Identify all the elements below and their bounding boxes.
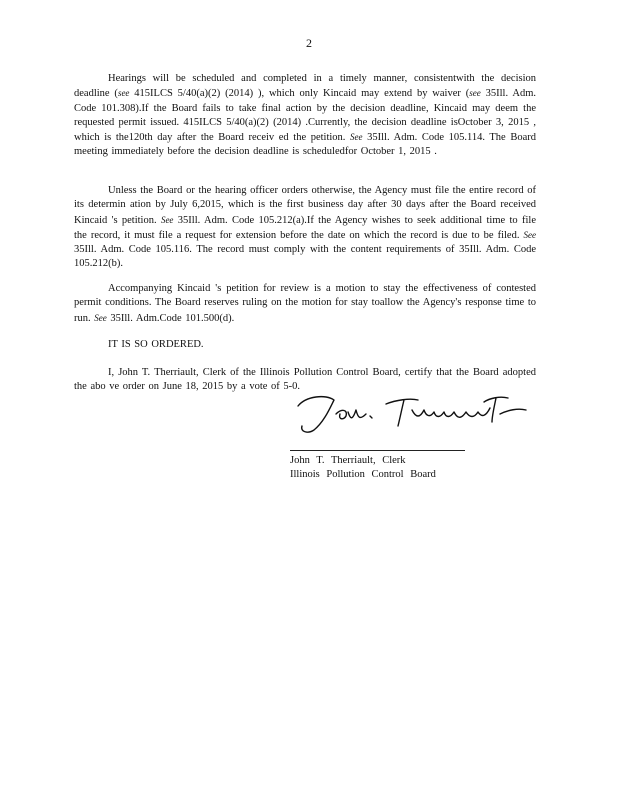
citation-signal: see [469, 88, 481, 99]
page-number: 2 [306, 36, 312, 50]
paragraph-text: Accompanying Kincaid 's petition for review is a motion to stay the effectiveness of contested permit conditions. The Board reserves ruling on the motion for stay toallow the Agency's response time to run. [74, 283, 536, 324]
signature-block [290, 454, 436, 481]
citation-signal: See [523, 229, 536, 240]
paragraph-so-ordered [74, 338, 536, 352]
paragraph-text: 415ILCS 5/40(a)(2) (2014) ), which only Kincaid may extend by waiver ( [129, 88, 470, 100]
paragraph-text: 35Ill. Adm.Code 101.500(d). [106, 312, 235, 324]
citation-signal: See [160, 214, 174, 225]
paragraph-text: 35Ill. Adm. Code 101.308).If the Board fails to take final action by the decision deadline, Kincaid may deem the requested permit issued. 415ILCS 5/40(a)(2) (2014) .Currently, the decision deadline isOctober 3, 2015 , which is the120th day after the Board receiv ed the petition. [74, 88, 536, 144]
citation-signal: See [94, 312, 107, 323]
handwritten-signature [286, 388, 536, 436]
paragraph-record [74, 184, 536, 272]
paragraph-text: 35Ill. Adm. Code 105.114. The Board meeting immediately before the decision deadline is scheduledfor October 1, 2015 . [74, 132, 536, 158]
paragraph-text: IT IS SO ORDERED. [108, 339, 204, 350]
signer-organization: Illinois Pollution Control Board [290, 468, 436, 480]
paragraph-text: Hearings will be scheduled and completed in a timely manner, consistentwith the decision deadline ( [74, 73, 536, 100]
signature-line [290, 450, 465, 451]
paragraph-text: 35Ill. Adm. Code 105.116. The record must comply with the content requirements of 35Ill. Adm. Code 105.212(b). [74, 244, 536, 270]
paragraph-text: 35Ill. Adm. Code 105.212(a).If the Agency wishes to seek additional time to file the record, it must file a request for extension before the date on which the record is due to be filed. [74, 214, 536, 241]
signer-name: John T. Therriault, Clerk [290, 455, 406, 466]
paragraph-hearings [74, 72, 536, 160]
paragraph-motion-to-stay [74, 282, 536, 326]
paragraph-text: Unless the Board or the hearing officer orders otherwise, the Agency must file the entire record of its determin ation by July 6,2015, which is the first business day after 30 days after the Board received Kincaid 's petition. [74, 185, 536, 226]
paragraph-text: I, John T. Therriault, Clerk of the Illinois Pollution Control Board, certify that the Board adopted the abo ve order on June 18, 2015 by a vote of 5-0. [74, 367, 536, 393]
citation-signal: see [117, 88, 130, 99]
citation-signal: See [350, 132, 363, 143]
